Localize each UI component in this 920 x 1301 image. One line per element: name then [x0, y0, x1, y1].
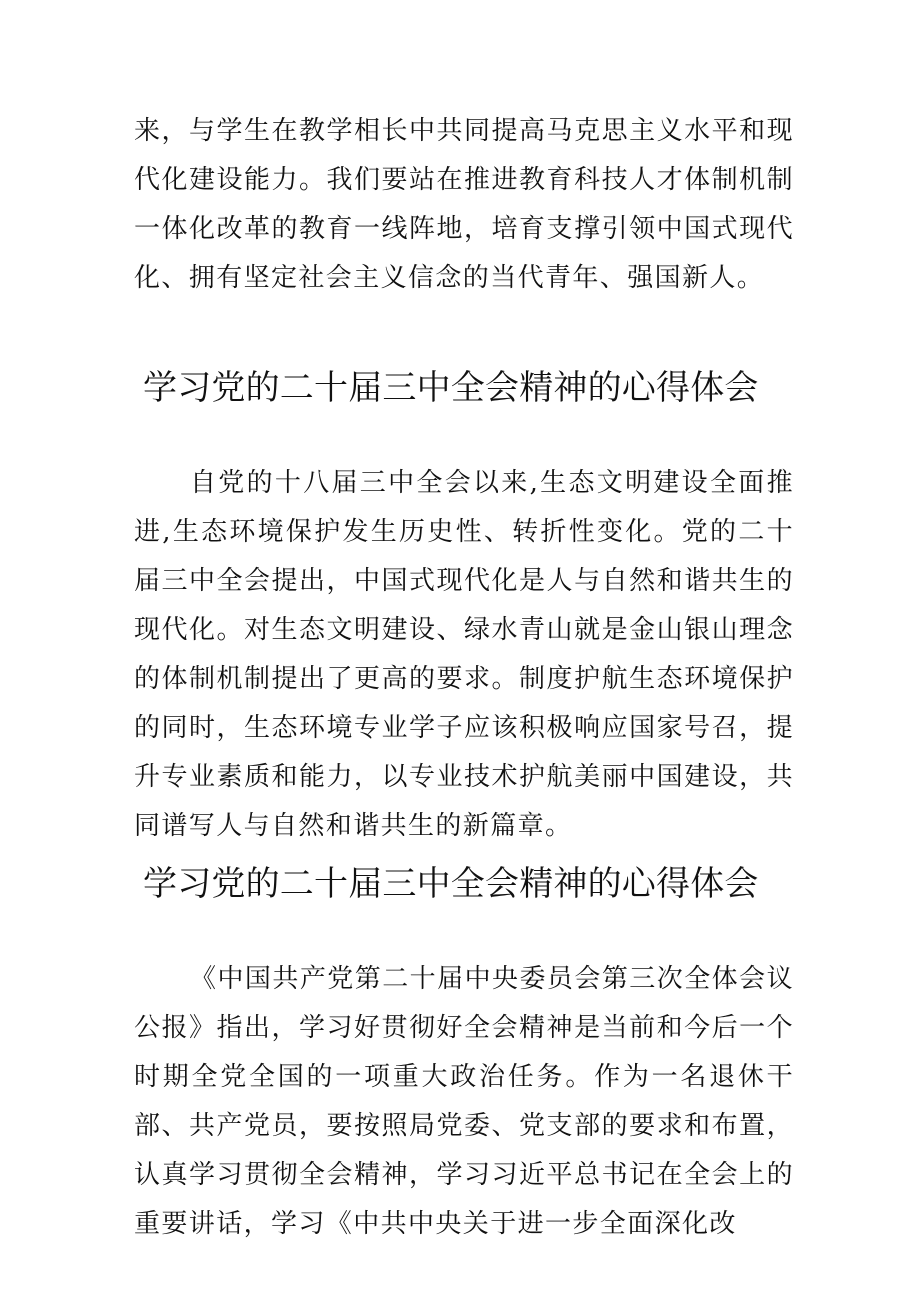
body-paragraph-2: 自党的十八届三中全会以来,生态文明建设全面推进,生态环境保护发生历史性、转折性变化。党的二十届三中全会提出，中国式现代化是人与自然和谐共生的现代化。对生态文明建设、绿水青山就是金山银山理念的体制机制提出了更高的要求。制度护航生态环境保护的同时，生态环境专业学子应该积极响应国家号召，提升专业素质和能力，以专业技术护航美丽中国建设，共同谱写人与自然和谐共生的新篇章。	[134, 468, 794, 841]
section-heading-1: 学习党的二十届三中全会精神的心得体会	[143, 368, 759, 408]
section-heading-2: 学习党的二十届三中全会精神的心得体会	[143, 864, 759, 904]
body-paragraph-1: 来，与学生在教学相长中共同提高马克思主义水平和现代化建设能力。我们要站在推进教育科技人才体制机制一体化改革的教育一线阵地，培育支撑引领中国式现代化、拥有坚定社会主义信念的当代青年、强国新人。	[134, 116, 794, 293]
body-paragraph-3: 《中国共产党第二十届中央委员会第三次全体会议公报》指出，学习好贯彻好全会精神是当前和今后一个时期全党全国的一项重大政治任务。作为一名退休干部、共产党员，要按照局党委、党支部的要求和布置，认真学习贯彻全会精神，学习习近平总书记在全会上的重要讲话，学习《中共中央关于进一步全面深化改	[134, 964, 794, 1239]
